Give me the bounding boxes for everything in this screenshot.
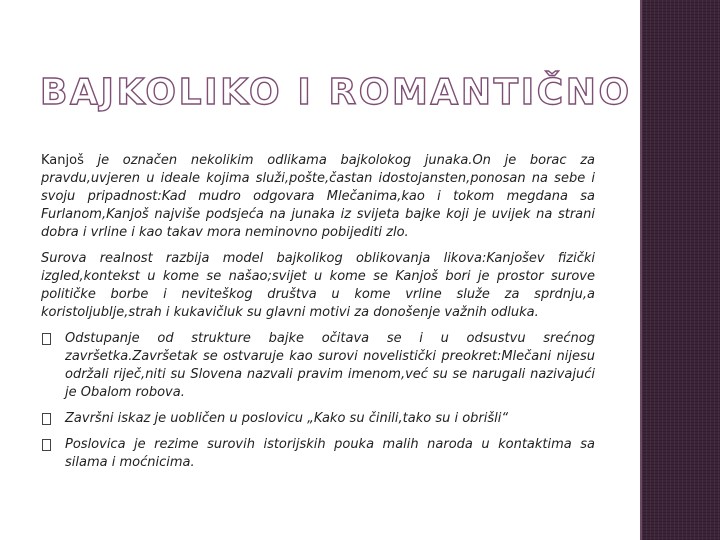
paragraph-2: Surova realnost razbija model bajkolikog oblikovanja likova:Kanjošev fizički izgled,kontekst u kome se našao;svijet u kome se Kanjoš bori je prostor surove političke borbe i neviteškog društva u kome vrline služe za sprdnju,a koristoljublje,strah i kukavičluk su glavni motivi za donošenje važnih odluka. — [41, 251, 595, 320]
slide-body — [41, 152, 595, 480]
bullet-text: Završni iskaz je uobličen u poslovicu „Kako su činili,tako su i obrišli“ — [65, 411, 509, 426]
bullet-list — [41, 330, 595, 472]
paragraph-1-text: je označen nekolikim odlikama bajkolokog junaka.On je borac za pravdu,uvjeren u ideale kojima služi,pošte,častan idostojansten,ponosan na sebe i svoju pripadnost:Kad mudro odgovara Mlečanima,kao i tokom megdana sa Furlanom,Kanjoš najviše podsjeća na junaka iz svijeta bajke koji je uvijek na strani dobra i vrline i kao takav mora neminovno pobijediti zlo. — [41, 153, 595, 240]
bullet-item — [41, 436, 595, 472]
bullet-square-icon — [42, 413, 51, 425]
bullet-square-icon — [42, 333, 51, 345]
paragraph-1 — [41, 152, 595, 242]
decorative-side-band — [642, 0, 720, 540]
bullet-item — [41, 410, 595, 428]
bullet-text: Odstupanje od strukture bajke očitava se i u odsustvu srećnog završetka.Završetak se ostvaruje kao surovi novelistički preokret:Mlečani nijesu održali riječ,niti su Slovena nazvali pravim imenom,već su se narugali nazivajući je Obalom robova. — [65, 331, 595, 400]
paragraph-1-lead: Kanjoš — [41, 153, 84, 168]
bullet-square-icon — [42, 439, 51, 451]
slide-title: BAJKOLIKO I ROMANTIČNO — [40, 72, 632, 113]
bullet-item — [41, 330, 595, 402]
bullet-text: Poslovica je rezime surovih istorijskih pouka malih naroda u kontaktima sa silama i moćnicima. — [65, 437, 595, 470]
